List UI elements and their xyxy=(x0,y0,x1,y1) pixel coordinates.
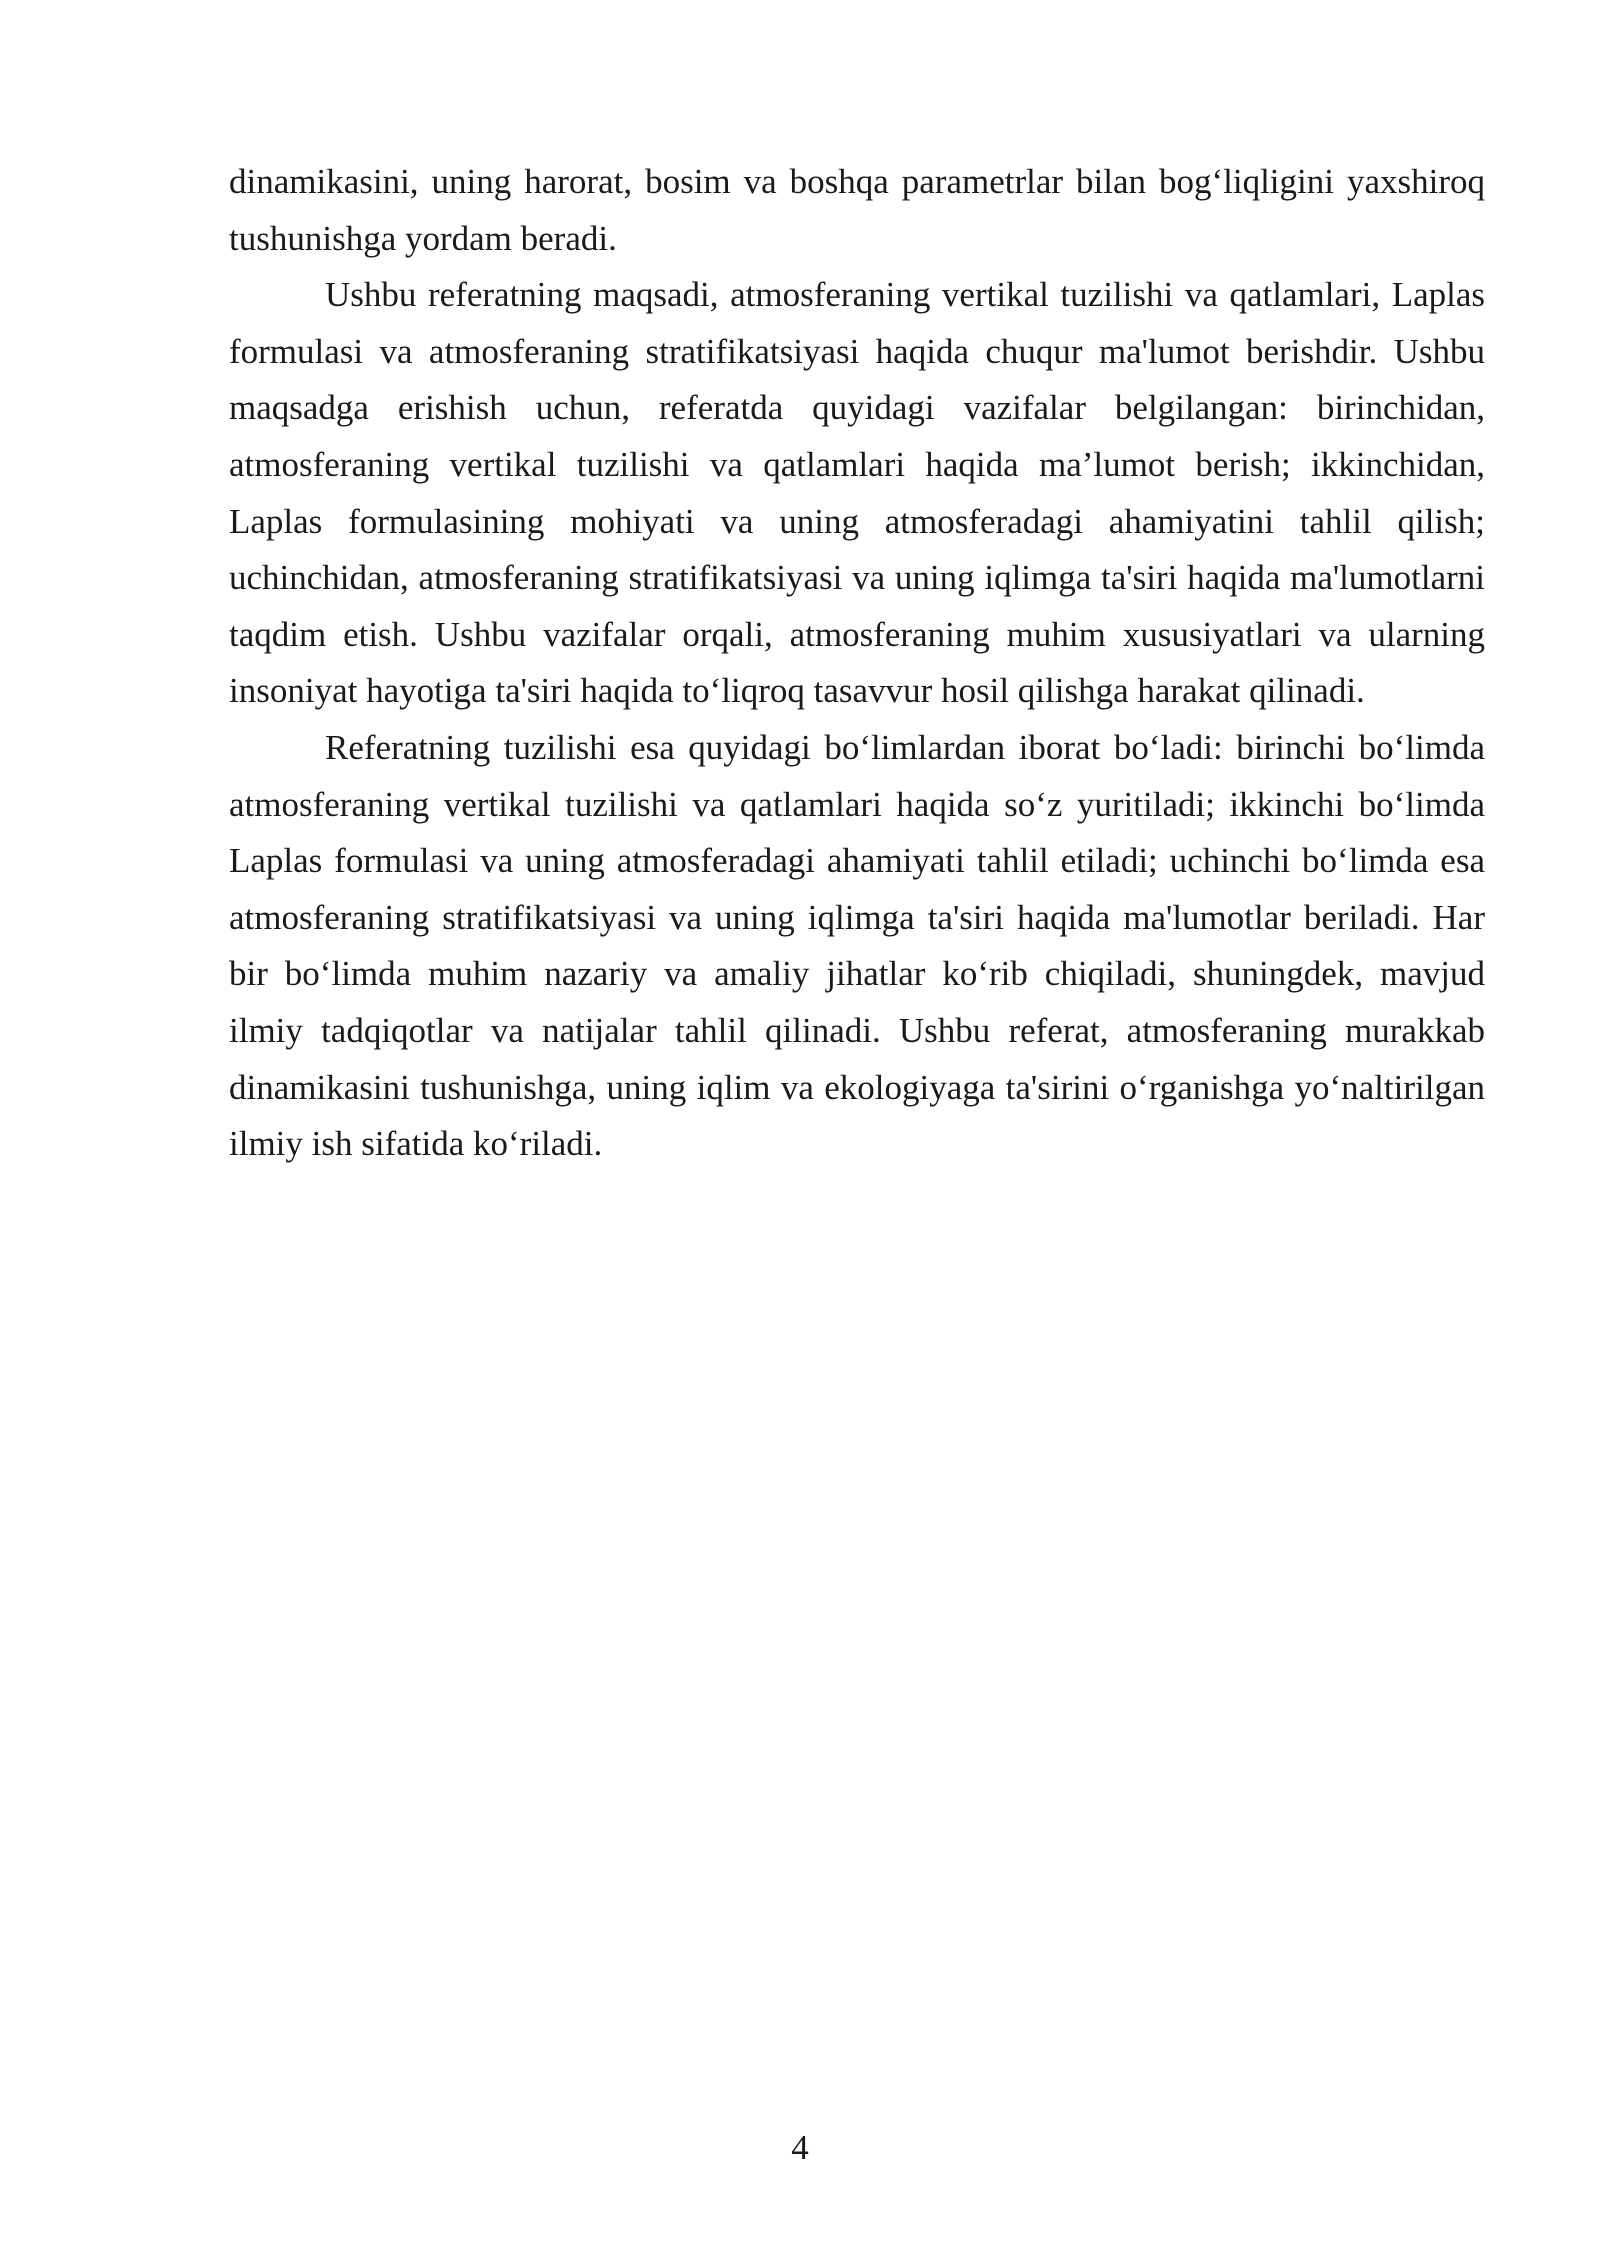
paragraph-structure: Referatning tuzilishi esa quyidagi bo‘limlardan iborat bo‘ladi: birinchi bo‘limda atmosferaning vertikal tuzilishi va qatlamlari haqida so‘z yuritiladi; ikkinchi bo‘limda Laplas formulasi va uning atmosferadagi ahamiyati tahlil etiladi; uchinchi bo‘limda esa atmosferaning stratifikatsiyasi va uning iqlimga ta'siri haqida ma'lumotlar beriladi. Har bir bo‘limda muhim nazariy va amaliy jihatlar ko‘rib chiqiladi, shuningdek, mavjud ilmiy tadqiqotlar va natijalar tahlil qilinadi. Ushbu referat, atmosferaning murakkab dinamikasini tushunishga, uning iqlim va ekologiyaga ta'sirini o‘rganishga yo‘naltirilgan ilmiy ish sifatida ko‘riladi. xyxy=(229,727,1485,1164)
page-number: 4 xyxy=(791,2128,809,2167)
body-text xyxy=(229,154,1485,1173)
paragraph-continuation: dinamikasini, uning harorat, bosim va boshqa parametrlar bilan bog‘liqligini yaxshiroq tushunishga yordam beradi. xyxy=(229,162,1485,258)
paragraph-purpose: Ushbu referatning maqsadi, atmosferaning vertikal tuzilishi va qatlamlari, Laplas formulasi va atmosferaning stratifikatsiyasi haqida chuqur ma'lumot berishdir. Ushbu maqsadga erishish uchun, referatda quyidagi vazifalar belgilangan: birinchidan, atmosferaning vertikal tuzilishi va qatlamlari haqida ma’lumot berish; ikkinchidan, Laplas formulasining mohiyati va uning atmosferadagi ahamiyatini tahlil qilish; uchinchidan, atmosferaning stratifikatsiyasi va uning iqlimga ta'siri haqida ma'lumotlarni taqdim etish. Ushbu vazifalar orqali, atmosferaning muhim xususiyatlari va ularning insoniyat hayotiga ta'siri haqida to‘liqroq tasavvur hosil qilishga harakat qilinadi. xyxy=(229,275,1485,711)
